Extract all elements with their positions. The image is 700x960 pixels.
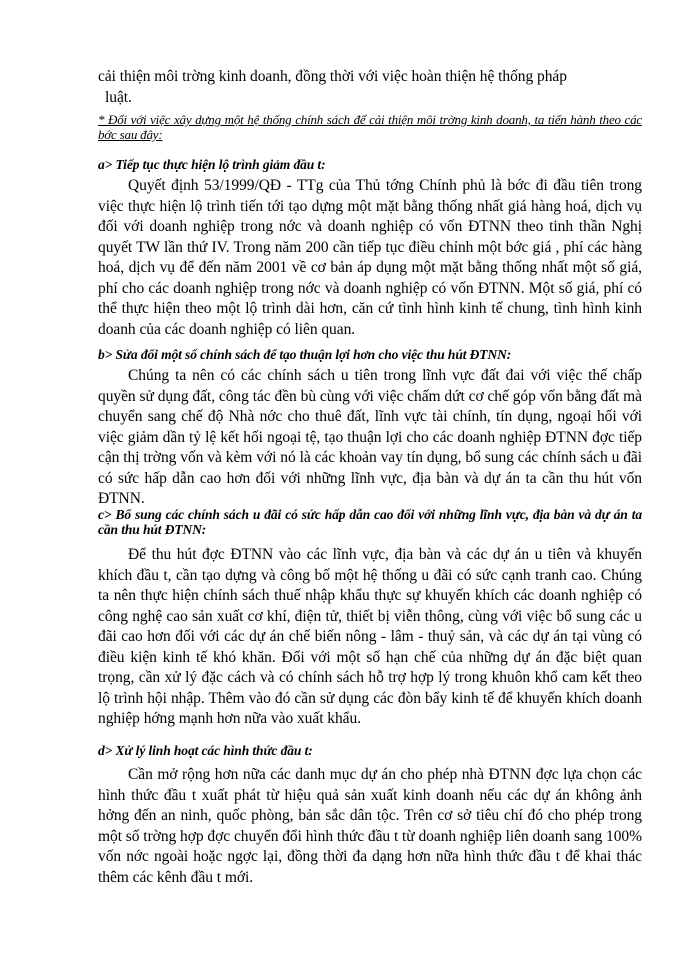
star-note-text: * Đối với việc xây dựng một hệ thống chính sách để cải thiện môi trờng kinh doanh, ta tiến hành theo các bớc sau đây: [98, 112, 642, 142]
section-b-body [98, 366, 642, 510]
section-a-body [98, 176, 642, 340]
intro-line-1: cải thiện môi trờng kinh doanh, đồng thời với việc hoàn thiện hệ thống pháp [98, 68, 567, 85]
section-c-heading: c> Bổ sung các chính sách u đãi có sức hấp dẫn cao đối với những lĩnh vực, địa bàn và dự án ta cần thu hút ĐTNN: [98, 507, 642, 537]
section-d-paragraph: Cần mở rộng hơn nữa các danh mục dự án cho phép nhà ĐTNN đợc lựa chọn các hình thức đầu t xuất phát từ hiệu quả sản xuất kinh doanh nếu các dự án không ảnh hởng đến an ninh, quốc phòng, bản sắc dân tộc. Trên cơ sở tiêu chí đó cho phép trong một số trờng hợp đợc chuyển đổi hình thức đầu t từ doanh nghiệp liên doanh sang 100% vốn nớc ngoài hoặc ngợc lại, đồng thời đa dạng hơn nữa hình thức đầu t để khai thác thêm các kênh đầu t mới. [98, 766, 642, 886]
section-a-heading: a> Tiếp tục thực hiện lộ trình giảm đầu t: [98, 157, 326, 172]
intro-text [98, 67, 642, 108]
section-c-paragraph: Để thu hút đợc ĐTNN vào các lĩnh vực, địa bàn và các dự án u tiên và khuyến khích đầu t, cần tạo dựng và công bố một hệ thống u đãi có sức cạnh tranh cao. Chúng ta nên thực hiện chính sách thuế nhập khẩu thực sự khuyến khích các doanh nghiệp có công nghệ cao sản xuất cơ khí, điện tử, thiết bị viễn thông, cùng với việc bổ sung các u đãi cao hơn đối với các dự án chế biến nông - lâm - thuỷ sản, và các dự án tại vùng có điều kiện kinh tế khó khăn. Đối với một số hạn chế của những dự án đặc biệt quan trọng, cần xử lý đặc cách và có chính sách hỗ trợ hợp lý trong khuôn khổ cam kết theo lộ trình hội nhập. Thêm vào đó cần sử dụng các đòn bẩy kinh tế để khuyến khích doanh nghiệp hớng mạnh hơn nữa vào xuất khẩu. [98, 546, 642, 727]
section-a [98, 157, 642, 172]
section-d [98, 743, 642, 758]
section-d-heading: d> Xử lý linh hoạt các hình thức đầu t: [98, 743, 313, 758]
section-b-heading: b> Sửa đổi một số chính sách để tạo thuận lợi hơn cho việc thu hút ĐTNN: [98, 347, 512, 362]
star-note [98, 112, 642, 142]
section-d-body [98, 765, 642, 888]
section-b-paragraph: Chúng ta nên có các chính sách u tiên trong lĩnh vực đất đai với việc thế chấp quyền sử dụng đất, công tác đền bù cùng với việc chấm dứt cơ chế góp vốn bằng đất mà chuyển sang chế độ Nhà nớc cho thuê đất, lĩnh vực tài chính, tín dụng, ngoại hối với việc giảm dần tỷ lệ kết hối ngoại tệ, tạo thuận lợi cho các doanh nghiệp ĐTNN đợc tiếp cận thị trờng vốn và kèm với nó là các khoản vay tín dụng, bổ sung các chính sách u đãi có sức hấp dẫn cao hơn đối với những lĩnh vực, địa bàn và dự án ta cần thu hút vốn ĐTNN. [98, 367, 642, 507]
section-a-paragraph: Quyết định 53/1999/QĐ - TTg của Thủ tớng Chính phủ là bớc đi đầu tiên trong việc thực hiện lộ trình tiến tới tạo dựng một mặt bằng thống nhất giá hàng hoá, dịch vụ đối với doanh nghiệp trong nớc và doanh nghiệp có vốn ĐTNN theo tinh thần Nghị quyết TW lần thứ IV. Trong năm 200 cần tiếp tục điều chỉnh một bớc giá , phí các hàng hoá, dịch vụ để đến năm 2001 về cơ bản áp dụng một mặt bằng thống nhất một số giá, phí cho các doanh nghiệp trong nớc và doanh nghiệp có vốn ĐTNN. Một số giá, phí có thể thực hiện theo một lộ trình dài hơn, căn cứ tình hình kinh tế chung, tình hình kinh doanh của các doanh nghiệp có liên quan. [98, 177, 642, 338]
intro-line-2: luật. [105, 88, 132, 106]
section-b [98, 347, 642, 362]
section-c-body [98, 545, 642, 730]
section-c [98, 507, 642, 537]
